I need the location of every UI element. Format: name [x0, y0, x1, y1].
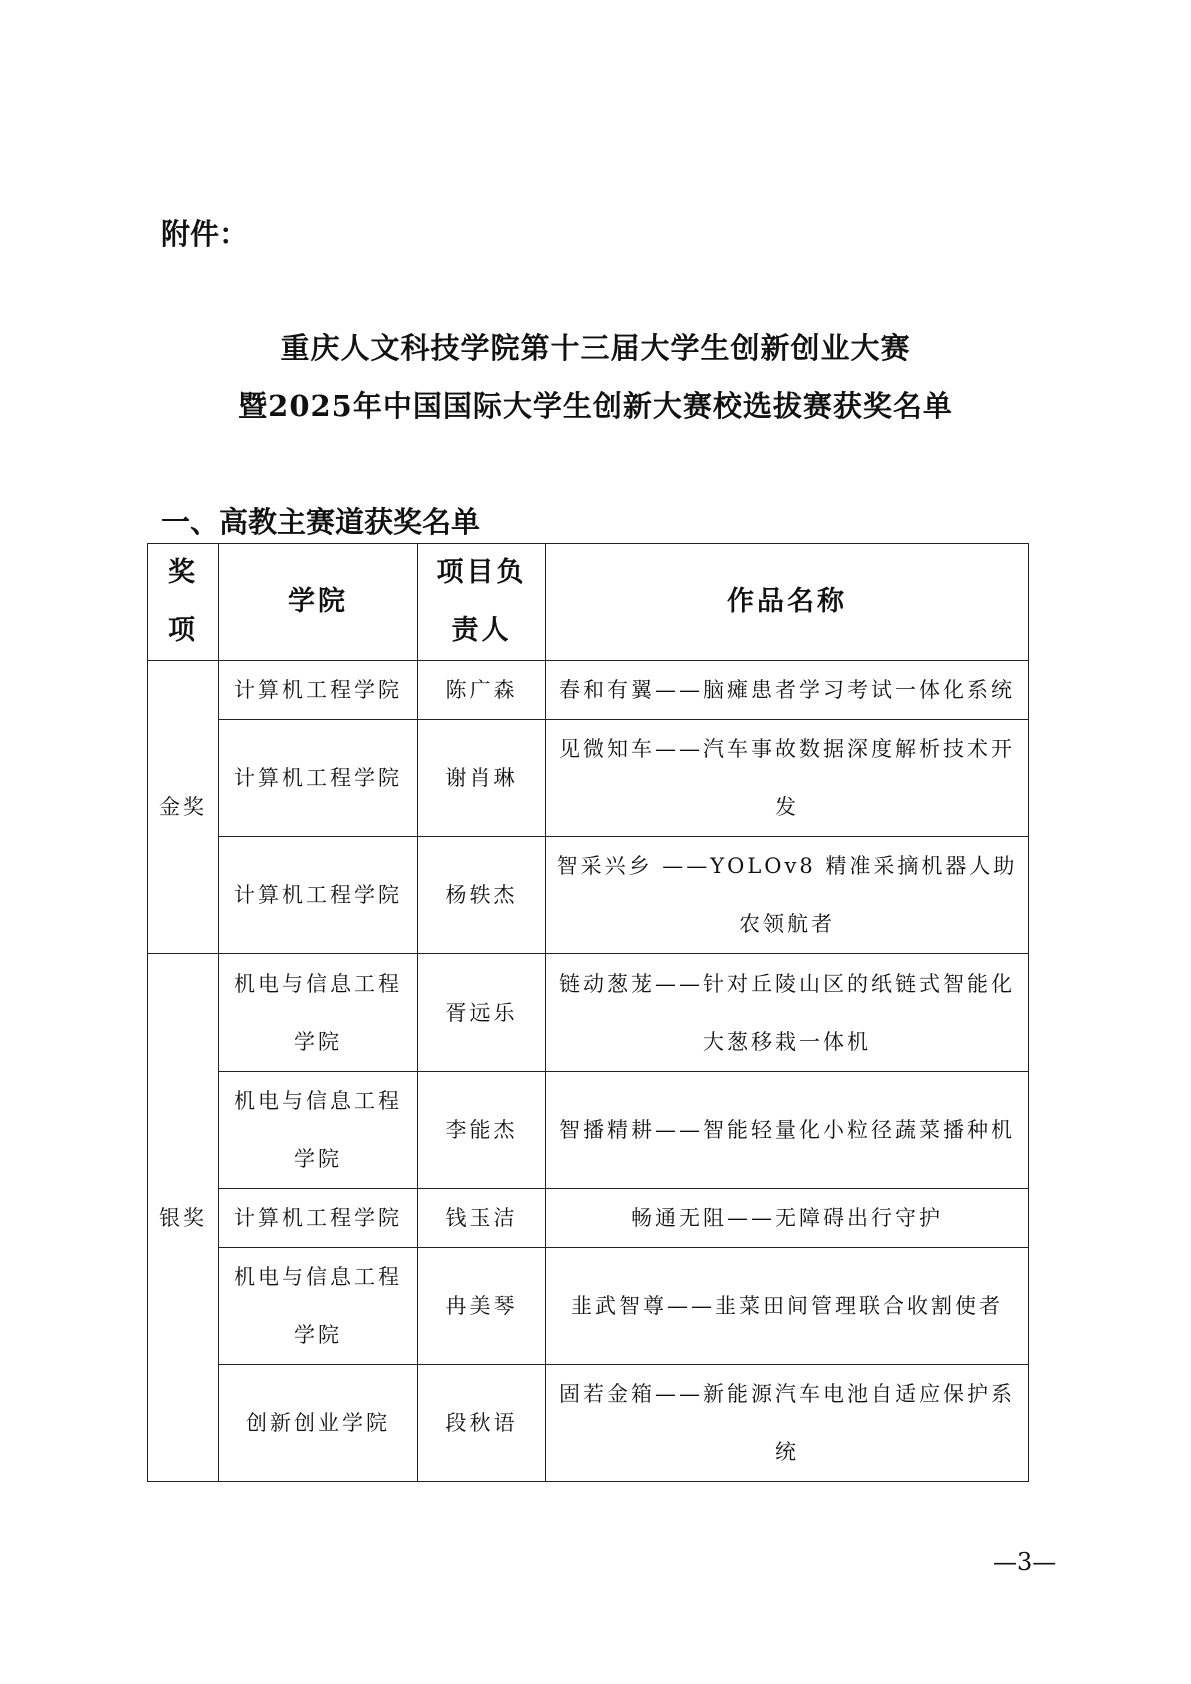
leader-cell: 谢肖琳	[418, 720, 546, 837]
leader-cell: 杨轶杰	[418, 837, 546, 954]
project-cell: 链动葱茏——针对丘陵山区的纸链式智能化大葱移栽一体机	[546, 954, 1029, 1072]
college-cell: 计算机工程学院	[219, 837, 418, 954]
project-cell: 韭武智尊——韭菜田间管理联合收割使者	[546, 1248, 1029, 1365]
header-award: 奖项	[148, 544, 219, 661]
project-cell: 智采兴乡 ——YOLOv8 精准采摘机器人助农领航者	[546, 837, 1029, 954]
leader-cell: 段秋语	[418, 1365, 546, 1482]
college-cell: 创新创业学院	[219, 1365, 418, 1482]
table-row	[148, 1365, 1029, 1482]
table-row	[148, 720, 1029, 837]
college-cell: 计算机工程学院	[219, 1189, 418, 1248]
award-table	[147, 543, 1029, 1482]
document-title-line2: 暨2025年中国国际大学生创新大赛校选拔赛获奖名单	[238, 389, 953, 423]
leader-cell: 李能杰	[418, 1072, 546, 1189]
leader-cell: 冉美琴	[418, 1248, 546, 1365]
document-title-line1: 重庆人文科技学院第十三届大学生创新创业大赛	[280, 331, 911, 365]
project-cell: 固若金箱——新能源汽车电池自适应保护系统	[546, 1365, 1029, 1482]
award-cell: 金奖	[148, 661, 219, 954]
header-college: 学院	[219, 544, 418, 661]
table-row	[148, 837, 1029, 954]
project-cell: 智播精耕——智能轻量化小粒径蔬菜播种机	[546, 1072, 1029, 1189]
table-row	[148, 954, 1029, 1072]
project-cell: 春和有翼——脑瘫患者学习考试一体化系统	[546, 661, 1029, 720]
project-cell: 见微知车——汽车事故数据深度解析技术开发	[546, 720, 1029, 837]
table-row	[148, 1248, 1029, 1365]
college-cell: 计算机工程学院	[219, 720, 418, 837]
header-leader: 项目负责人	[418, 544, 546, 661]
section-heading: 一、高教主赛道获奖名单	[161, 505, 481, 539]
college-cell: 机电与信息工程学院	[219, 1072, 418, 1189]
project-cell: 畅通无阻——无障碍出行守护	[546, 1189, 1029, 1248]
leader-cell: 陈广森	[418, 661, 546, 720]
attachment-label: 附件：	[161, 217, 249, 251]
table-row	[148, 1072, 1029, 1189]
leader-cell: 胥远乐	[418, 954, 546, 1072]
table-row	[148, 661, 1029, 720]
leader-cell: 钱玉洁	[418, 1189, 546, 1248]
award-cell: 银奖	[148, 954, 219, 1482]
college-cell: 机电与信息工程学院	[219, 1248, 418, 1365]
table-row	[148, 1189, 1029, 1248]
page-number: —3—	[993, 1548, 1057, 1576]
college-cell: 机电与信息工程学院	[219, 954, 418, 1072]
header-project: 作品名称	[546, 544, 1029, 661]
college-cell: 计算机工程学院	[219, 661, 418, 720]
